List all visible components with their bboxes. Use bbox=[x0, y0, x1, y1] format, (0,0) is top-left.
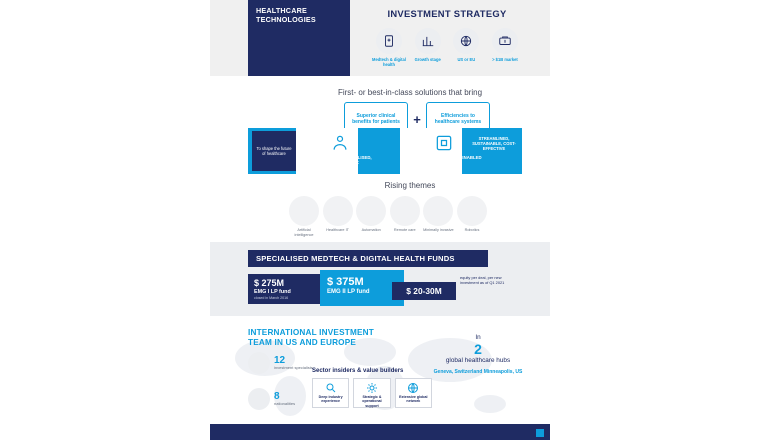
sector-boxes bbox=[312, 378, 432, 408]
stat-nationalities bbox=[248, 388, 295, 410]
theme-label: Robotics bbox=[464, 228, 480, 232]
gear-icon bbox=[366, 382, 378, 394]
theme-label: Remote care bbox=[393, 228, 416, 232]
team-title: INTERNATIONAL INVESTMENT TEAM IN US AND EUROPE bbox=[248, 328, 374, 347]
market-icon bbox=[492, 28, 518, 54]
stat-investment-specialists bbox=[248, 352, 313, 374]
medtech-icon bbox=[376, 28, 402, 54]
fund-2-amount: $ 375M bbox=[327, 276, 364, 288]
fund-1-name: EMG I LP fund bbox=[254, 289, 291, 295]
theme-item bbox=[456, 196, 488, 237]
connected-digital-icon bbox=[434, 133, 454, 153]
pillar-item bbox=[488, 28, 522, 67]
sector-box-label: Deep industry experience bbox=[318, 395, 343, 404]
company-name: HEALTHCARE TECHNOLOGIES bbox=[256, 6, 316, 24]
theme-item bbox=[355, 196, 387, 237]
network-icon bbox=[407, 382, 419, 394]
pillar-item bbox=[449, 28, 483, 67]
pillar-label: US or EU bbox=[457, 57, 476, 62]
pillar-item bbox=[411, 28, 445, 67]
people-icon bbox=[248, 352, 270, 374]
banner-right-text: STREAMLINED, SUSTAINABLE, COST-EFFECTIVE bbox=[472, 136, 516, 152]
sector-box-label: Extensive global network bbox=[399, 395, 428, 404]
banner-item-2-label: CONNECTED, DIGITAL, AI-ENABLED bbox=[406, 155, 482, 160]
theme-item bbox=[389, 196, 421, 237]
hubs-locations: Geneva, Switzerland Minneapolis, US bbox=[433, 369, 523, 375]
global-hubs bbox=[430, 334, 526, 375]
solution-box-efficiency: Efficiencies to healthcare systems bbox=[426, 102, 490, 136]
stat-label: investment specialists bbox=[274, 365, 313, 371]
banner-left-text: To shape the future of healthcare bbox=[252, 131, 296, 171]
hubs-prefix: In bbox=[475, 334, 481, 341]
banner-item-1-label: PREDICTIVE, PERSONALISED, PATIENT-CENTRIC bbox=[308, 155, 372, 166]
globe-icon bbox=[453, 28, 479, 54]
minimally-invasive-icon bbox=[423, 196, 453, 226]
ai-icon bbox=[289, 196, 319, 226]
fund-2-name: EMG II LP fund bbox=[327, 289, 370, 295]
theme-item bbox=[288, 196, 320, 237]
sector-box-network bbox=[395, 378, 432, 408]
robotics-icon bbox=[457, 196, 487, 226]
fund-ticket-note: equity per deal, per new investment as of Q1 2021 bbox=[460, 275, 505, 285]
flags-icon bbox=[248, 388, 270, 410]
automation-icon bbox=[356, 196, 386, 226]
funds-title: SPECIALISED MEDTECH & DIGITAL HEALTH FUNDS bbox=[256, 254, 455, 263]
sector-insiders-title: Sector insiders & value builders bbox=[312, 368, 404, 374]
rising-themes-title: Rising themes bbox=[384, 181, 436, 190]
plus-sign: + bbox=[413, 111, 421, 127]
stat-number: 12 bbox=[274, 355, 286, 367]
theme-item bbox=[422, 196, 454, 237]
growth-chart-icon bbox=[415, 28, 441, 54]
hubs-suffix: global healthcare hubs bbox=[445, 357, 511, 364]
sector-box-experience bbox=[312, 378, 349, 408]
theme-label: Automation bbox=[361, 228, 381, 232]
theme-item bbox=[322, 196, 354, 237]
theme-label: Healthcare IT bbox=[326, 228, 349, 232]
fund-1-amount: $ 275M bbox=[254, 278, 285, 288]
magnifier-icon bbox=[325, 382, 337, 394]
sector-box-support bbox=[353, 378, 390, 408]
stat-label: nationalities bbox=[274, 401, 296, 407]
banner-item-1 bbox=[300, 131, 380, 166]
solutions-title: First- or best-in-class solutions that bring bbox=[337, 88, 483, 97]
strategy-pillars bbox=[372, 28, 522, 67]
stat-number: 8 bbox=[274, 391, 280, 403]
rising-themes-row bbox=[288, 196, 488, 237]
hubs-number: 2 bbox=[474, 341, 482, 357]
footer-band bbox=[210, 424, 550, 440]
theme-label: Minimally invasive bbox=[423, 228, 454, 232]
pillar-label: Medtech & digital health bbox=[372, 57, 406, 67]
fund-card-1 bbox=[248, 274, 320, 304]
fund-ticket-size: $ 20-30M bbox=[392, 282, 456, 300]
investment-strategy-title: INVESTMENT STRATEGY bbox=[387, 8, 507, 19]
sector-box-label: Strategic & operational support bbox=[362, 395, 382, 408]
pillar-label: Growth stage bbox=[414, 57, 441, 62]
pillar-item bbox=[372, 28, 406, 67]
patient-icon bbox=[330, 133, 350, 153]
fund-1-note: closed in March 2016 bbox=[254, 296, 289, 300]
solution-box-clinical: Superior clinical benefits for patients bbox=[344, 102, 408, 136]
theme-label: Artificial intelligence bbox=[294, 228, 314, 237]
remote-care-icon bbox=[390, 196, 420, 226]
footer-accent-square bbox=[536, 429, 544, 437]
healthcare-it-icon bbox=[323, 196, 353, 226]
pillar-label: > $1B market bbox=[492, 57, 518, 62]
